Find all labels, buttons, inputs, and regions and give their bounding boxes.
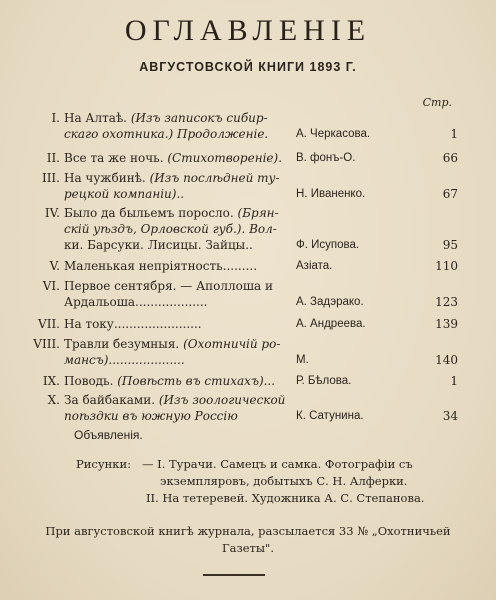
entry-page: 34 <box>442 409 458 423</box>
entry-note: (Охотничій ро- <box>183 337 281 351</box>
entry-page: 95 <box>442 238 458 252</box>
page-title: ОГЛАВЛЕНІЕ <box>124 14 372 47</box>
entry-number: III. <box>41 171 60 185</box>
illustrations-label: Рисунки: <box>76 457 132 471</box>
entry-page: 140 <box>435 353 458 367</box>
entry-number: X. <box>47 393 60 407</box>
entry-number: IV. <box>44 206 60 220</box>
entry-author: Азіата. <box>296 260 333 272</box>
entry-title: Все та же ночь. <box>64 151 164 165</box>
entry-line2: рецкой компаніи).. <box>64 187 185 201</box>
entry-page: 110 <box>435 259 458 273</box>
entry-title: Поводь. <box>64 374 114 388</box>
illustrations-line2: экземпляровъ, добытыхъ С. Н. Алферки. <box>160 474 408 488</box>
entry-line2: мансъ).................... <box>64 353 185 367</box>
entry-line2: скаго охотника.) Продолженіе. <box>64 127 269 141</box>
entry-number: V. <box>49 259 60 273</box>
entry-page: 67 <box>442 187 458 201</box>
footer-line1: При августовской книгѣ журнала, разсылается 33 № „Охотничьей <box>45 524 451 538</box>
illustrations-line1: — I. Турачи. Самецъ и самка. Фотографіи съ <box>142 457 413 471</box>
entry-number: IX. <box>42 374 60 388</box>
entry-page: 1 <box>450 127 458 141</box>
entry-page: 1 <box>450 374 458 388</box>
entry-title: Маленькая непріятность......... <box>64 259 258 273</box>
entry-title: На току....................... <box>64 317 202 331</box>
entry-author: В. фонъ-О. <box>296 152 356 164</box>
page-column-header: Стр. <box>422 96 452 109</box>
ads-heading: Объявленія. <box>74 428 143 442</box>
entry-author: Ф. Исупова. <box>296 239 360 251</box>
illustrations-line3: II. На тетеревей. Художника А. С. Степанова. <box>146 491 425 505</box>
entry-author: Р. Бѣлова. <box>296 375 352 387</box>
entry-author: А. Андреева. <box>296 318 366 330</box>
entry-line2: скій уѣздъ, Орловской губ.). Вол- <box>64 222 277 236</box>
entry-number: II. <box>46 151 60 165</box>
entry-author: Н. Иваненко. <box>296 188 366 200</box>
entry-title: На Алтаѣ. <box>64 111 127 125</box>
entry-note: (Повѣсть въ стихахъ)... <box>117 374 276 388</box>
entry-line2: поѣздки въ южную Россію <box>64 409 238 423</box>
entry-title: Травли безумныя. <box>64 337 180 351</box>
entry-number: I. <box>51 111 60 125</box>
entry-note: (Стихотвореніе). <box>167 151 283 165</box>
page-subtitle: АВГУСТОВСКОЙ КНИГИ 1893 Г. <box>139 60 357 74</box>
entry-author: А. Задэрако. <box>296 296 364 308</box>
entry-line3: ки. Барсуки. Лисицы. Зайцы.. <box>64 238 253 252</box>
entry-author: К. Сатунина. <box>296 410 364 422</box>
entry-number: VIII. <box>33 337 60 351</box>
entry-author: М. <box>296 354 309 366</box>
entry-note: (Брян- <box>237 206 279 220</box>
entry-title: Первое сентября. — Аполлоша и <box>64 279 273 293</box>
entry-note: (Изъ записокъ сибир- <box>130 111 268 125</box>
entry-line2: Ардальоша................... <box>64 295 208 309</box>
entry-author: А. Черкасова. <box>296 128 371 140</box>
entry-page: 123 <box>435 295 458 309</box>
entry-page: 139 <box>435 317 458 331</box>
entry-title: Было да быльемъ поросло. <box>64 206 234 220</box>
entry-title: На чужбинѣ. <box>64 171 146 185</box>
entry-note: (Изъ зоологической <box>158 393 286 407</box>
footer-note <box>0 523 496 557</box>
entry-page: 66 <box>442 151 458 165</box>
entry-number: VII. <box>38 317 60 331</box>
entry-note: (Изъ послѣдней ту- <box>149 171 280 185</box>
footer-line2: Газеты". <box>221 541 274 555</box>
divider-rule <box>203 574 265 576</box>
entry-number: VI. <box>42 279 60 293</box>
entry-title: За байбаками. <box>64 393 156 407</box>
